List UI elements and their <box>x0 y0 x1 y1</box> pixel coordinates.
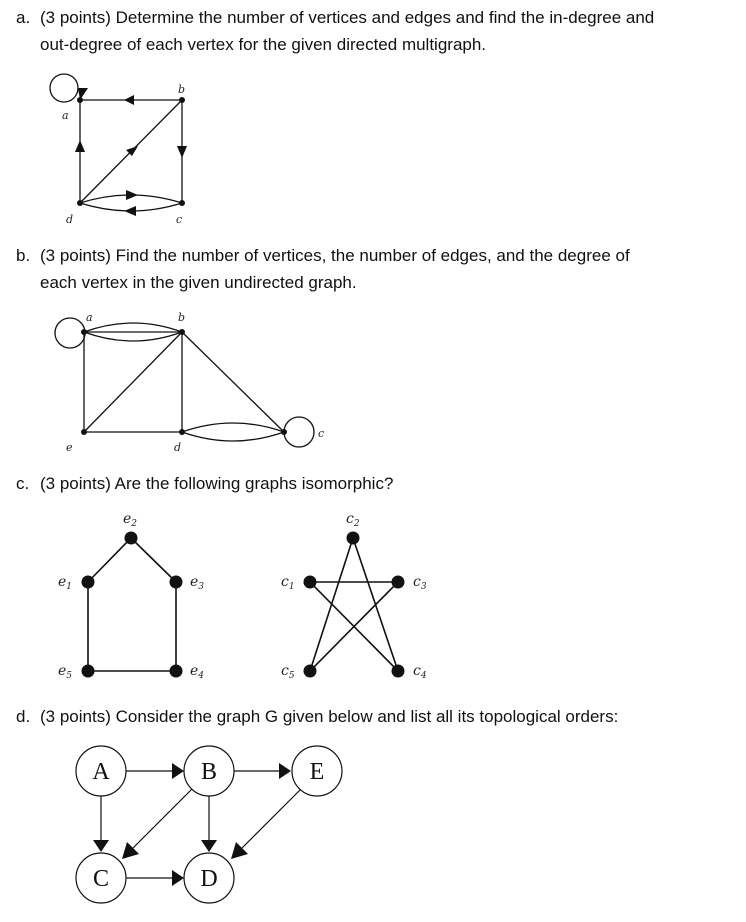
vertex-label-c: c <box>176 213 183 226</box>
arrowhead <box>201 840 217 852</box>
vertex-label-e1: $e_1$ <box>58 574 73 592</box>
arrowhead <box>172 763 184 779</box>
vertex-label-a: a <box>62 109 69 122</box>
vertex-label-b: b <box>178 311 186 324</box>
arrowhead <box>93 840 109 852</box>
arrowhead <box>279 763 291 779</box>
vertex-label-b: b <box>178 83 186 96</box>
vertex-label-e5: $e_5$ <box>58 663 73 681</box>
vertex-label-e: e <box>66 441 73 454</box>
question-b-marker: b. <box>16 246 31 265</box>
node-label-B: B <box>200 759 218 785</box>
vertex-label-a: a <box>86 311 93 324</box>
arrowhead <box>172 870 184 886</box>
vertex-label-c5: $c_5$ <box>281 663 295 681</box>
vertex-label-d: d <box>174 441 182 454</box>
question-a-line1: (3 points) Determine the number of vertices and edges and find the in-degree and <box>40 8 655 27</box>
vertex-label-e4: $e_4$ <box>190 663 205 681</box>
vertex-label-c4: $c_4$ <box>413 663 427 681</box>
node-label-A: A <box>92 759 110 785</box>
vertex-label-d: d <box>66 213 74 226</box>
node-label-C: C <box>92 866 110 892</box>
vertex-label-c: c <box>318 427 325 440</box>
question-c-marker: c. <box>16 474 30 493</box>
vertex-label-c2: $c_2$ <box>346 511 360 529</box>
question-b-line2: each vertex in the given undirected graph. <box>40 273 357 292</box>
edge-B-C <box>128 789 192 853</box>
edge-E-D <box>237 789 301 853</box>
vertex-label-e3: $e_3$ <box>190 574 205 592</box>
vertex-label-c3: $c_3$ <box>413 574 427 592</box>
question-a-line2: out-degree of each vertex for the given directed multigraph. <box>40 35 487 54</box>
question-a-marker: a. <box>16 8 31 27</box>
question-d-line1: (3 points) Consider the graph G given below and list all its topological orders: <box>40 707 619 726</box>
node-label-D: D <box>200 866 218 892</box>
vertex-label-c1: $c_1$ <box>281 574 295 592</box>
question-b-line1: (3 points) Find the number of vertices, the number of edges, and the degree of <box>40 246 630 265</box>
question-c-line1: (3 points) Are the following graphs isomorphic? <box>40 474 394 493</box>
vertex-label-e2: $e_2$ <box>123 511 138 529</box>
node-label-E: E <box>309 759 325 785</box>
question-d-marker: d. <box>16 707 31 726</box>
